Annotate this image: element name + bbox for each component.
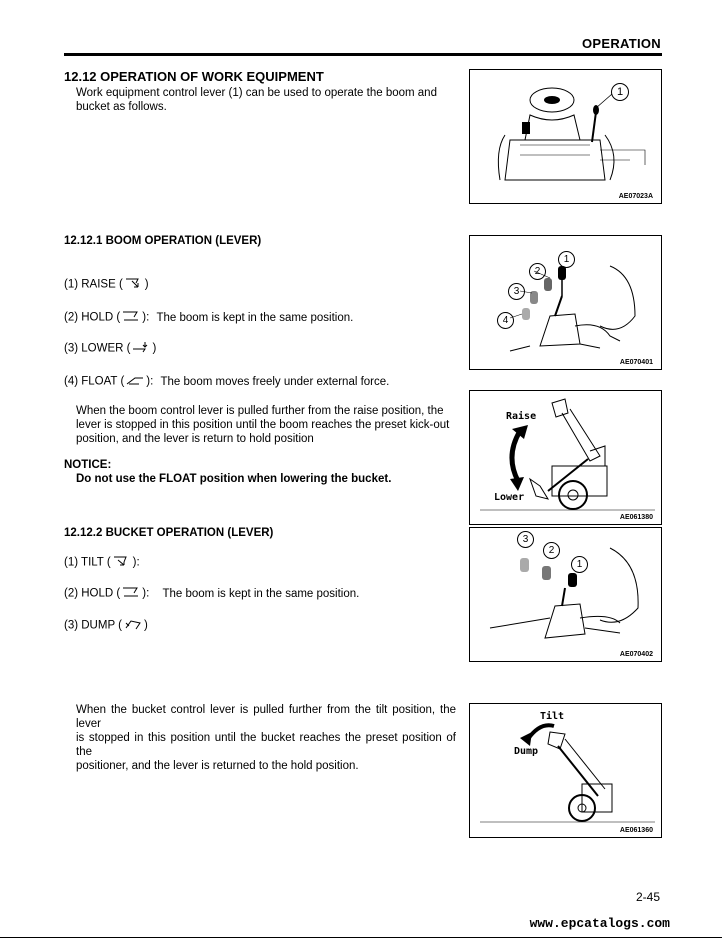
item-description: The boom is kept in the same position. xyxy=(156,311,354,324)
item-label-close: ) xyxy=(143,619,148,632)
boom-item-lower xyxy=(64,340,156,357)
dump-lever-icon xyxy=(123,617,143,634)
callout-3: 3 xyxy=(508,283,525,300)
figure-code: AE061380 xyxy=(619,514,653,521)
boom-raise-lower-illustration xyxy=(470,391,663,526)
raise-lever-icon xyxy=(124,276,144,293)
footer-url[interactable]: www.epcatalogs.com xyxy=(529,916,670,931)
callout-1: 1 xyxy=(611,83,629,101)
figure-bucket-tilt-dump xyxy=(469,703,662,838)
header-rule xyxy=(64,53,662,56)
bucket-item-tilt xyxy=(64,554,140,571)
callout-1: 1 xyxy=(558,251,575,268)
figure-code: AE070401 xyxy=(619,359,653,366)
boom-kickout-paragraph xyxy=(76,404,456,446)
raise-label: Raise xyxy=(506,411,537,422)
item-label-close: ): xyxy=(142,587,150,600)
dump-label: Dump xyxy=(514,746,539,757)
callout-4: 4 xyxy=(497,312,514,329)
figure-boom-raise-lower xyxy=(469,390,662,525)
boom-subsection-title: 12.12.1 BOOM OPERATION (LEVER) xyxy=(64,235,262,247)
item-label: (2) HOLD ( xyxy=(64,587,121,600)
section-title: 12.12 OPERATION OF WORK EQUIPMENT xyxy=(64,69,324,84)
lower-lever-icon xyxy=(131,340,151,357)
hold-lever-icon xyxy=(121,585,141,602)
boom-item-float xyxy=(64,373,389,390)
bucket-positioner-paragraph xyxy=(76,703,456,773)
callout-2: 2 xyxy=(529,263,546,280)
item-description: The boom is kept in the same position. xyxy=(162,587,360,600)
notice-text: Do not use the FLOAT position when lowering the bucket. xyxy=(76,473,392,485)
figure-bucket-lever-positions xyxy=(469,527,662,662)
lower-label: Lower xyxy=(494,492,525,503)
paragraph-line: When the bucket control lever is pulled further from the tilt position, the lever xyxy=(76,704,456,730)
bucket-item-hold xyxy=(64,585,359,602)
intro-paragraph xyxy=(76,86,456,114)
figure-code: AE061360 xyxy=(619,827,653,834)
item-label: (1) TILT ( xyxy=(64,556,111,569)
page-number: 2-45 xyxy=(635,890,660,904)
item-description: The boom moves freely under external force. xyxy=(160,375,390,388)
operator-seat-illustration xyxy=(470,70,663,205)
bucket-lever-illustration xyxy=(470,528,663,663)
callout-3: 3 xyxy=(517,531,534,548)
item-label: (1) RAISE ( xyxy=(64,278,123,291)
item-label-close: ): xyxy=(132,556,140,569)
figure-code: AE070402 xyxy=(619,651,653,658)
intro-line: bucket as follows. xyxy=(76,101,167,113)
float-lever-icon xyxy=(125,373,145,390)
item-label-close: ) xyxy=(152,342,157,355)
notice-label: NOTICE: xyxy=(64,459,112,471)
callout-2: 2 xyxy=(543,542,560,559)
bottom-rule xyxy=(0,937,722,938)
boom-item-raise xyxy=(64,276,149,293)
bucket-tilt-dump-illustration xyxy=(470,704,663,839)
paragraph-line: position, and the lever is return to hold position xyxy=(76,433,314,445)
item-label-close: ): xyxy=(142,311,150,324)
figure-code: AE07023A xyxy=(618,193,653,200)
intro-line: Work equipment control lever (1) can be used to operate the boom and xyxy=(76,87,437,99)
paragraph-line: is stopped in this position until the bucket reaches the preset position of the xyxy=(76,732,456,758)
item-label-close: ) xyxy=(144,278,149,291)
paragraph-line: lever is stopped in this position until the boom reaches the preset kick-out xyxy=(76,419,450,431)
paragraph-line: When the boom control lever is pulled further from the raise position, the xyxy=(76,405,444,417)
tilt-label: Tilt xyxy=(540,711,565,722)
figure-boom-lever-positions xyxy=(469,235,662,370)
hold-lever-icon xyxy=(121,309,141,326)
item-label: (3) DUMP ( xyxy=(64,619,122,632)
callout-1: 1 xyxy=(571,556,588,573)
tilt-lever-icon xyxy=(112,554,132,571)
paragraph-line: positioner, and the lever is returned to the hold position. xyxy=(76,760,359,772)
figure-operator-seat xyxy=(469,69,662,204)
item-label: (3) LOWER ( xyxy=(64,342,131,355)
header-section-title: OPERATION xyxy=(581,36,661,51)
item-label: (4) FLOAT ( xyxy=(64,375,125,388)
item-label: (2) HOLD ( xyxy=(64,311,121,324)
bucket-item-dump xyxy=(64,617,148,634)
boom-item-hold xyxy=(64,309,353,326)
bucket-subsection-title: 12.12.2 BUCKET OPERATION (LEVER) xyxy=(64,527,274,539)
item-label-close: ): xyxy=(146,375,154,388)
